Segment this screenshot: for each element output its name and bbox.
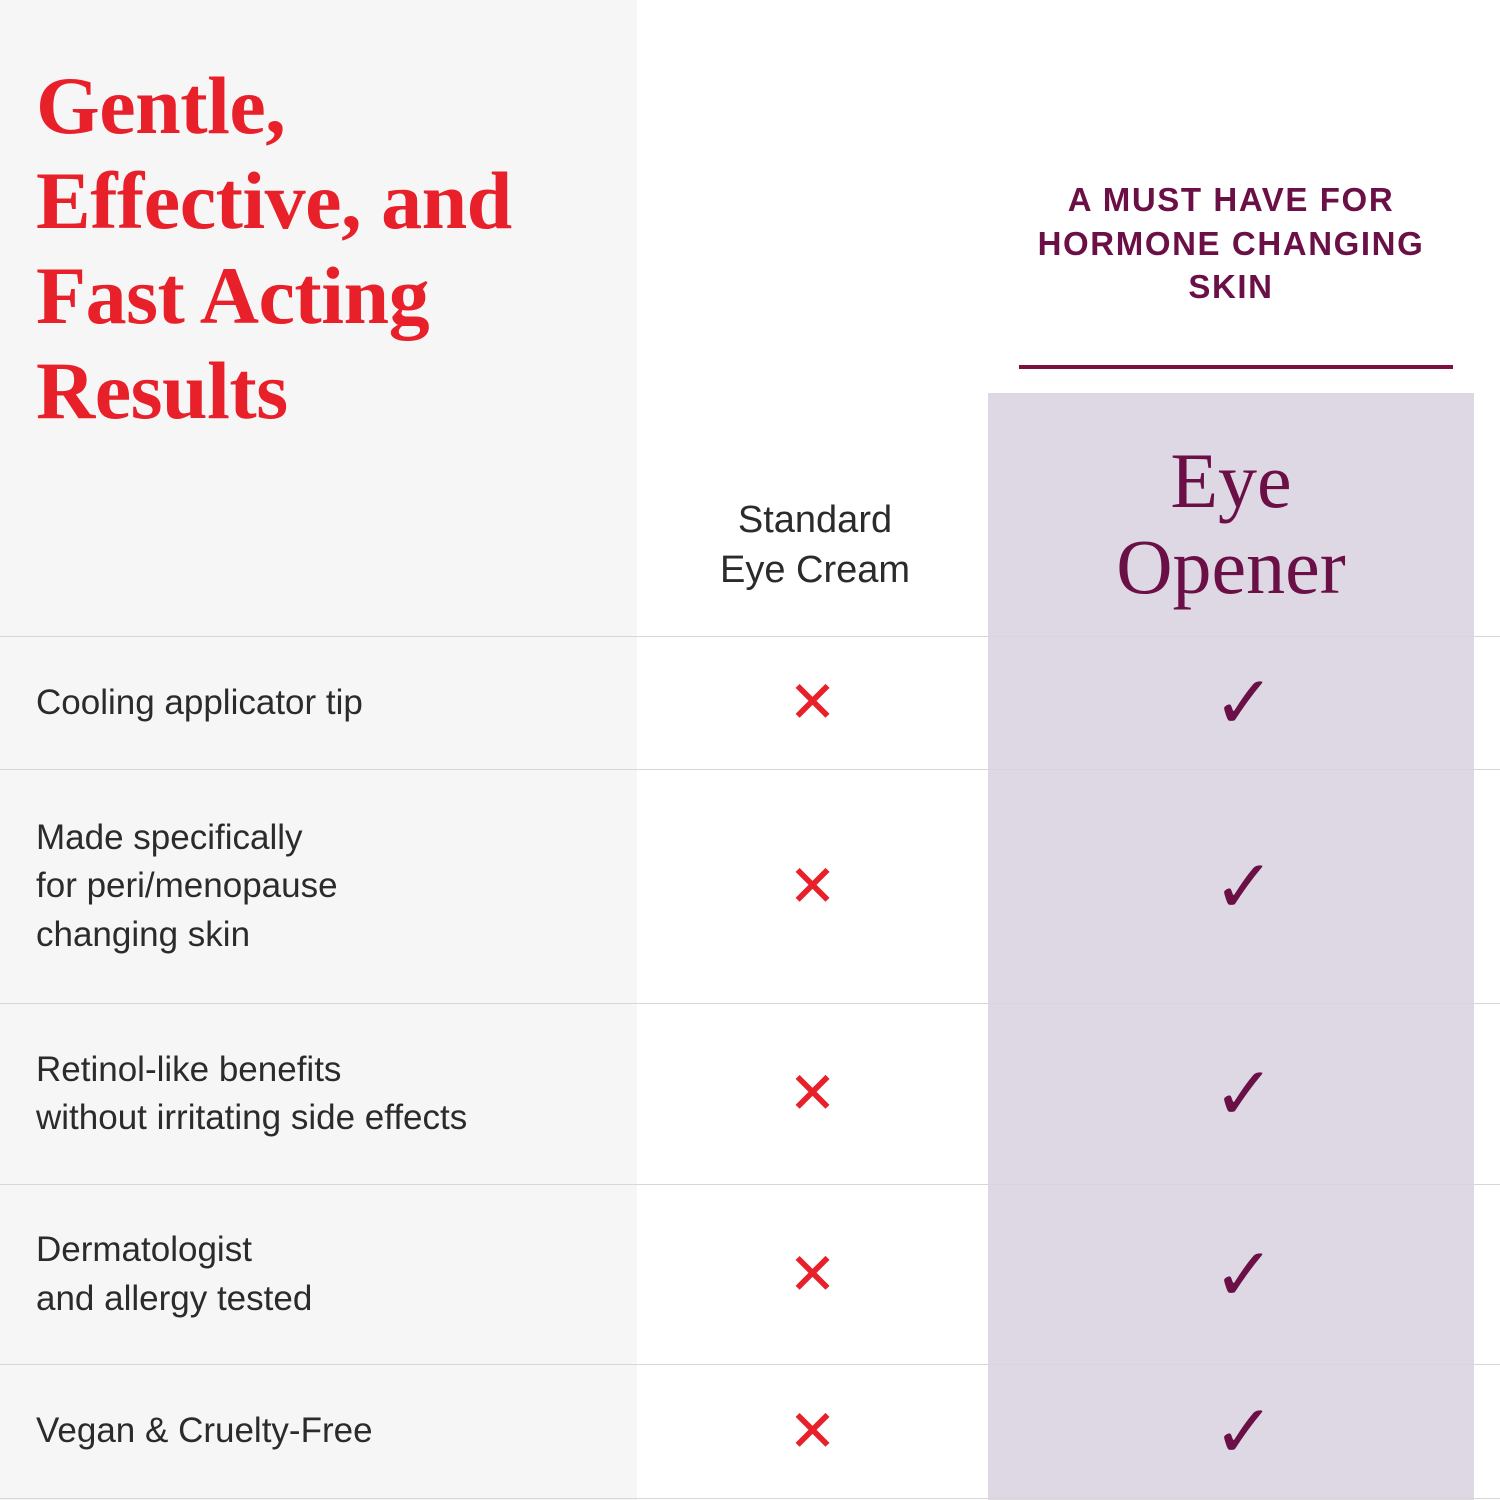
feature-label-line1: Retinol-like benefits — [36, 1049, 342, 1089]
cross-icon: ✕ — [788, 670, 837, 735]
column-header-product — [1000, 438, 1462, 610]
table-row — [0, 1184, 1500, 1364]
standard-cell — [637, 670, 988, 735]
product-cell — [988, 1389, 1500, 1473]
check-icon: ✓ — [1212, 1052, 1275, 1136]
page-title: Gentle, Effective, and Fast Acting Results — [36, 60, 512, 437]
product-cell — [988, 661, 1500, 745]
standard-cell — [637, 1061, 988, 1126]
column-header-standard-line1: Standard — [737, 499, 893, 541]
table-row — [0, 1364, 1500, 1499]
eyebrow-text: A MUST HAVE FOR HORMONE CHANGING SKIN — [1037, 181, 1425, 306]
check-icon: ✓ — [1212, 844, 1275, 928]
feature-label — [0, 1046, 637, 1143]
column-header-standard — [650, 495, 980, 595]
check-icon: ✓ — [1212, 1389, 1275, 1473]
feature-label-line1: Made specifically — [36, 818, 303, 858]
table-row — [0, 769, 1500, 1003]
eyebrow-divider — [1019, 365, 1453, 369]
feature-label — [0, 1226, 637, 1323]
product-cell — [988, 1232, 1500, 1316]
column-header-product-line2: Opener — [1116, 522, 1346, 610]
cross-icon: ✕ — [788, 1398, 837, 1464]
feature-label-line1: Dermatologist — [36, 1230, 252, 1270]
column-header-standard-line2: Eye Cream — [719, 549, 911, 592]
table-row — [0, 1003, 1500, 1184]
cross-icon: ✕ — [788, 853, 837, 919]
standard-cell — [637, 853, 988, 919]
feature-label-line2: and allergy tested — [36, 1278, 313, 1318]
feature-label — [0, 679, 637, 727]
column-header-product-line1: Eye — [1170, 437, 1292, 524]
check-icon: ✓ — [1212, 661, 1275, 745]
feature-label-line2: for peri/menopause — [36, 866, 338, 906]
cross-icon: ✕ — [788, 1061, 837, 1126]
cross-icon: ✕ — [788, 1241, 837, 1307]
product-cell — [988, 1052, 1500, 1136]
feature-label — [0, 1407, 637, 1455]
standard-cell — [637, 1398, 988, 1464]
product-cell — [988, 844, 1500, 928]
feature-label-line1: Cooling applicator tip — [36, 682, 363, 722]
table-row — [0, 636, 1500, 769]
feature-label-line3: changing skin — [36, 914, 251, 954]
feature-label-line2: without irritating side effects — [36, 1098, 468, 1137]
standard-cell — [637, 1241, 988, 1307]
check-icon: ✓ — [1212, 1232, 1275, 1316]
feature-label-line1: Vegan & Cruelty-Free — [36, 1411, 373, 1451]
feature-label — [0, 814, 637, 959]
comparison-table — [0, 636, 1500, 1499]
